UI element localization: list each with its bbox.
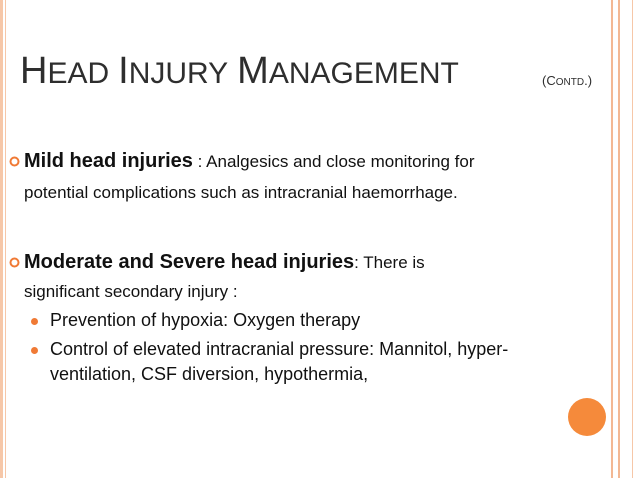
bullet-1-line-1: Mild head injuries : Analgesics and close monitoring for <box>24 150 475 172</box>
bullet-heading: Mild head injuries <box>24 150 193 172</box>
right-border-line-b <box>618 0 620 478</box>
slide-title: HEAD INJURY MANAGEMENT <box>20 50 459 92</box>
left-border-line-inner <box>5 0 6 478</box>
sub-bullet-2-line-2: ventilation, CSF diversion, hypothermia, <box>50 364 369 384</box>
filled-dot-bullet-icon <box>31 318 38 325</box>
filled-dot-bullet-icon <box>31 347 38 354</box>
orange-circle-decoration <box>568 398 606 436</box>
hollow-ring-bullet-icon <box>9 156 19 166</box>
right-border-line-a <box>611 0 613 478</box>
bullet-text: There is <box>363 253 425 272</box>
bullet-text: Analgesics and close monitoring for <box>206 152 475 171</box>
bullet-heading: Moderate and Severe head injuries <box>24 251 355 273</box>
sub-bullet-1: Prevention of hypoxia: Oxygen therapy <box>50 310 361 330</box>
title-continued-label: (CONTD.) <box>542 73 593 88</box>
sub-bullet-2-line-1: Control of elevated intracranial pressure: Mannitol, hyper- <box>50 339 509 359</box>
left-border-line <box>0 0 3 478</box>
right-border-line-c <box>632 0 633 478</box>
hollow-ring-bullet-icon <box>9 257 19 267</box>
bullet-2-line-2: significant secondary injury : <box>24 282 238 301</box>
bullet-2-line-1: Moderate and Severe head injuries: There is <box>24 251 425 273</box>
bullet-1-line-2: potential complications such as intracranial haemorrhage. <box>24 183 458 202</box>
